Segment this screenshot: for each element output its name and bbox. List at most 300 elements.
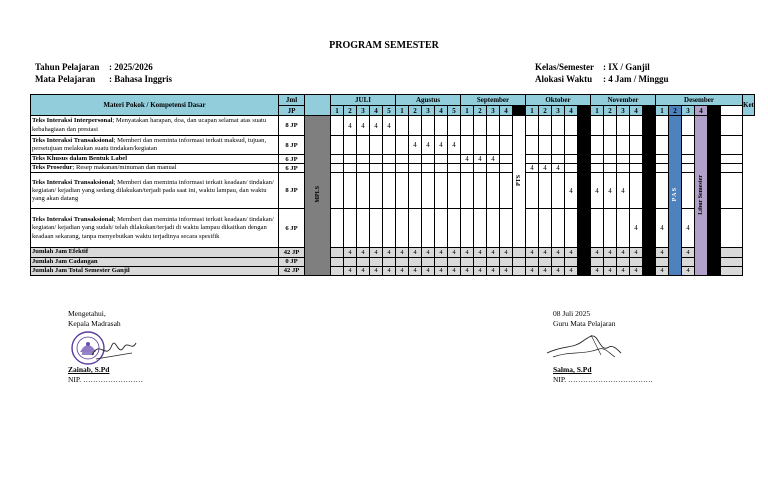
- week-number: 4: [630, 106, 643, 116]
- month-header-3: September: [461, 95, 526, 106]
- materi-cell: [31, 136, 279, 155]
- info-year-label: Tahun Pelajaran: [35, 62, 100, 72]
- total-week-cell: [331, 257, 344, 266]
- col-header-jml: Jml: [279, 95, 305, 106]
- total-week-cell: [656, 257, 669, 266]
- total-week-cell: [344, 257, 357, 266]
- total-week-cell: [552, 257, 565, 266]
- vertical-label: P A S: [672, 187, 678, 202]
- materi-cell: [31, 116, 279, 136]
- week-cell: [682, 164, 695, 173]
- week-cell: [461, 116, 474, 136]
- week-cell: 4: [409, 136, 422, 155]
- col-header-jp: JP: [279, 106, 305, 116]
- week-cell: [539, 116, 552, 136]
- ket-cell: [721, 266, 743, 275]
- table-row: [31, 116, 755, 136]
- week-cell: [435, 164, 448, 173]
- week-number: 5: [383, 106, 396, 116]
- week-cell: [591, 209, 604, 248]
- week-break: [578, 106, 591, 116]
- total-week-cell: 4: [591, 266, 604, 275]
- week-number: 3: [617, 106, 630, 116]
- week-cell: [591, 116, 604, 136]
- week-cell: 4: [422, 136, 435, 155]
- libur-cell: [695, 116, 708, 276]
- info-time: [535, 73, 669, 85]
- week-cell: [617, 155, 630, 164]
- week-number: 4: [695, 106, 708, 116]
- week-cell: [370, 164, 383, 173]
- total-week-cell: 4: [357, 266, 370, 275]
- week-cell: [448, 209, 461, 248]
- week-cell: [487, 116, 500, 136]
- week-cell: [591, 155, 604, 164]
- sign-right-line1: 08 Juli 2025: [553, 309, 591, 318]
- total-week-cell: [526, 257, 539, 266]
- week-cell: [331, 173, 344, 209]
- week-number: 4: [435, 106, 448, 116]
- week-cell: [396, 116, 409, 136]
- week-cell: [500, 164, 513, 173]
- week-cell: 4: [370, 116, 383, 136]
- week-cell: [370, 136, 383, 155]
- week-cell: [682, 173, 695, 209]
- total-week-cell: [513, 266, 526, 275]
- week-cell: [539, 136, 552, 155]
- total-week-cell: 4: [474, 248, 487, 257]
- info-right: [535, 61, 669, 85]
- jp-cell: 6 JP: [279, 164, 305, 173]
- week-cell: [461, 164, 474, 173]
- week-cell: [409, 116, 422, 136]
- week-cell: [357, 136, 370, 155]
- week-cell: [422, 116, 435, 136]
- week-cell: [487, 164, 500, 173]
- week-cell: [461, 136, 474, 155]
- total-week-cell: 4: [435, 248, 448, 257]
- week-cell: [422, 173, 435, 209]
- sign-left-line2: Kepala Madrasah: [68, 319, 121, 328]
- total-week-cell: 4: [383, 248, 396, 257]
- week-cell: [370, 173, 383, 209]
- week-cell: [526, 173, 539, 209]
- week-cell: [448, 116, 461, 136]
- week-cell: [344, 164, 357, 173]
- week-number: 3: [422, 106, 435, 116]
- total-week-cell: [409, 257, 422, 266]
- week-cell: [474, 209, 487, 248]
- info-left: [35, 61, 172, 85]
- week-cell: [370, 155, 383, 164]
- week-cell: [383, 209, 396, 248]
- week-cell: 4: [474, 155, 487, 164]
- total-week-cell: [682, 257, 695, 266]
- pts-cell: [513, 116, 526, 248]
- week-cell: [487, 209, 500, 248]
- week-cell: [500, 116, 513, 136]
- week-cell: [357, 209, 370, 248]
- total-week-cell: 4: [461, 266, 474, 275]
- week-number: 3: [357, 106, 370, 116]
- week-cell: [682, 155, 695, 164]
- materi-desc: ; Menyatakan harapan, doa, dan ucapan selamat atas suatu kebahagiaan dan prestasi: [32, 117, 267, 133]
- total-week-cell: 4: [422, 248, 435, 257]
- materi-title: Teks Interaksi Transaksional: [32, 216, 114, 224]
- week-cell: 4: [656, 209, 669, 248]
- col-header-materi: Materi Pokok / Kompetensi Dasar: [31, 95, 279, 116]
- info-year-value: : 2025/2026: [109, 62, 153, 72]
- ket-cell: [721, 155, 743, 164]
- week-cell: [357, 155, 370, 164]
- signature-left: [68, 309, 143, 385]
- week-cell: [344, 136, 357, 155]
- week-cell: [435, 209, 448, 248]
- total-week-cell: 4: [500, 266, 513, 275]
- week-cell: [396, 209, 409, 248]
- week-cell: [656, 164, 669, 173]
- info-subject-value: : Bahasa Inggris: [109, 74, 173, 84]
- materi-cell: [31, 155, 279, 164]
- week-cell: [448, 173, 461, 209]
- week-cell: [630, 164, 643, 173]
- info-class-value: : IX / Ganjil: [603, 62, 650, 72]
- week-cell: [409, 155, 422, 164]
- week-cell: 4: [383, 116, 396, 136]
- sign-left-nip: NIP. ……………………: [68, 375, 144, 384]
- week-number: 3: [682, 106, 695, 116]
- total-week-cell: 4: [383, 266, 396, 275]
- total-week-cell: 4: [344, 248, 357, 257]
- week-number: 1: [461, 106, 474, 116]
- week-break: [513, 106, 526, 116]
- week-cell: [630, 173, 643, 209]
- week-cell: [435, 155, 448, 164]
- total-week-cell: 4: [435, 266, 448, 275]
- week-cell: 4: [487, 155, 500, 164]
- week-cell: [396, 155, 409, 164]
- week-cell: [357, 164, 370, 173]
- jp-cell: 8 JP: [279, 173, 305, 209]
- week-cell: 4: [617, 173, 630, 209]
- week-number: 1: [331, 106, 344, 116]
- week-cell: [448, 164, 461, 173]
- total-week-cell: 4: [617, 248, 630, 257]
- total-week-cell: [357, 257, 370, 266]
- week-cell: [617, 116, 630, 136]
- materi-cell: [31, 209, 279, 248]
- total-week-cell: [487, 257, 500, 266]
- col-header-ket: Ket: [743, 95, 755, 116]
- break-cell: [578, 116, 591, 276]
- week-cell: [435, 173, 448, 209]
- total-label: Jumlah Jam Efektif: [31, 248, 279, 257]
- signature-right: [553, 309, 652, 385]
- week-cell: [500, 136, 513, 155]
- week-cell: 4: [591, 173, 604, 209]
- week-cell: 4: [539, 164, 552, 173]
- pas-cell: [669, 116, 682, 276]
- week-cell: [604, 209, 617, 248]
- total-week-cell: 4: [370, 248, 383, 257]
- materi-desc: ; Memberi dan meminta informasi terkait keadaan/ tindakan/ kegiatan/ kejadian yang sudah/ telah dilakukan/terjadi di waktu lampau dikaitkan dengan keadaan sekarang, tanpa menyebutkan waktu terjadinya secara spesifik: [32, 216, 274, 240]
- ket-cell: [721, 209, 743, 248]
- week-cell: [526, 209, 539, 248]
- total-week-cell: 4: [474, 266, 487, 275]
- week-cell: [552, 173, 565, 209]
- ket-cell: [721, 136, 743, 155]
- week-cell: 4: [552, 164, 565, 173]
- week-number: 2: [344, 106, 357, 116]
- jp-cell: 8 JP: [279, 116, 305, 136]
- week-cell: 4: [344, 116, 357, 136]
- total-week-cell: 4: [682, 266, 695, 275]
- materi-cell: [31, 164, 279, 173]
- total-week-cell: [565, 257, 578, 266]
- total-jp: 0 JP: [279, 257, 305, 266]
- week-cell: [617, 209, 630, 248]
- total-week-cell: 4: [591, 248, 604, 257]
- total-week-cell: 4: [656, 248, 669, 257]
- total-week-cell: 4: [552, 248, 565, 257]
- month-header-5: November: [591, 95, 656, 106]
- info-subject: [35, 73, 172, 85]
- week-cell: [487, 173, 500, 209]
- total-week-cell: 4: [604, 266, 617, 275]
- week-cell: [656, 116, 669, 136]
- week-break: [708, 106, 721, 116]
- week-cell: 4: [565, 173, 578, 209]
- break-cell: [708, 116, 721, 276]
- week-number: 2: [474, 106, 487, 116]
- week-number: 5: [448, 106, 461, 116]
- week-cell: [448, 155, 461, 164]
- week-cell: [409, 209, 422, 248]
- total-week-cell: [435, 257, 448, 266]
- materi-title: Teks Interaksi Interpersonal: [32, 117, 113, 125]
- week-cell: 4: [357, 116, 370, 136]
- week-cell: 4: [435, 136, 448, 155]
- vertical-label: PTS: [516, 175, 522, 187]
- total-week-cell: 4: [630, 248, 643, 257]
- jp-cell: 8 JP: [279, 136, 305, 155]
- week-cell: [461, 173, 474, 209]
- materi-title: Teks Interaksi Transaksional: [32, 178, 114, 186]
- week-cell: [461, 209, 474, 248]
- total-week-cell: 4: [526, 266, 539, 275]
- info-class-label: Kelas/Semester: [535, 62, 594, 72]
- total-week-cell: 4: [539, 266, 552, 275]
- total-week-cell: [513, 248, 526, 257]
- week-cell: [604, 136, 617, 155]
- materi-cell: [31, 173, 279, 209]
- week-number: 1: [591, 106, 604, 116]
- week-cell: [344, 155, 357, 164]
- total-week-cell: [461, 257, 474, 266]
- total-week-cell: 4: [565, 248, 578, 257]
- sign-left-line1: Mengetahui,: [68, 309, 106, 318]
- week-cell: [656, 155, 669, 164]
- total-week-cell: 4: [604, 248, 617, 257]
- week-cell: [474, 173, 487, 209]
- week-cell: [331, 209, 344, 248]
- week-cell: [383, 136, 396, 155]
- sign-right-line2: Guru Mata Pelajaran: [553, 319, 616, 328]
- week-cell: [565, 136, 578, 155]
- week-cell: [565, 116, 578, 136]
- week-cell: [422, 209, 435, 248]
- total-week-cell: 4: [500, 248, 513, 257]
- month-header-6: Desember: [656, 95, 743, 106]
- week-cell: [331, 164, 344, 173]
- week-cell: [383, 164, 396, 173]
- week-cell: [331, 136, 344, 155]
- week-cell: [630, 116, 643, 136]
- total-jp: 42 JP: [279, 248, 305, 257]
- total-week-cell: 4: [617, 266, 630, 275]
- total-week-cell: 4: [344, 266, 357, 275]
- week-cell: [474, 136, 487, 155]
- total-week-cell: [474, 257, 487, 266]
- week-number: 2: [669, 106, 682, 116]
- week-cell: 4: [604, 173, 617, 209]
- week-number: 2: [604, 106, 617, 116]
- info-class: [535, 61, 669, 73]
- week-cell: [604, 164, 617, 173]
- week-cell: [331, 155, 344, 164]
- week-cell: [539, 155, 552, 164]
- week-cell: [656, 136, 669, 155]
- total-week-cell: [448, 257, 461, 266]
- vertical-label: Libur Semester: [698, 174, 704, 215]
- total-week-cell: 4: [526, 248, 539, 257]
- week-number: 4: [370, 106, 383, 116]
- semester-program-table: [30, 94, 755, 276]
- total-week-cell: 4: [630, 266, 643, 275]
- total-week-cell: 4: [552, 266, 565, 275]
- total-week-cell: 4: [487, 248, 500, 257]
- info-year: [35, 61, 172, 73]
- week-number: 1: [656, 106, 669, 116]
- week-cell: [630, 155, 643, 164]
- materi-title: Teks Prosedur: [32, 164, 73, 172]
- materi-desc: ; Resep makanan/minuman dan manual: [72, 164, 177, 172]
- week-cell: [344, 209, 357, 248]
- ket-cell: [721, 248, 743, 257]
- week-cell: [526, 155, 539, 164]
- jp-cell: 6 JP: [279, 155, 305, 164]
- total-week-cell: [331, 248, 344, 257]
- total-week-cell: 4: [487, 266, 500, 275]
- total-week-cell: 4: [396, 248, 409, 257]
- week-cell: [357, 173, 370, 209]
- total-week-cell: [383, 257, 396, 266]
- week-cell: 4: [461, 155, 474, 164]
- info-time-label: Alokasi Waktu: [535, 74, 593, 84]
- total-label: Jumlah Jam Total Semester Ganjil: [31, 266, 279, 275]
- week-cell: [474, 116, 487, 136]
- week-cell: 4: [630, 209, 643, 248]
- total-week-cell: 4: [357, 248, 370, 257]
- week-cell: [474, 164, 487, 173]
- week-cell: [500, 155, 513, 164]
- total-week-cell: 4: [448, 248, 461, 257]
- week-number: 3: [487, 106, 500, 116]
- week-cell: [682, 136, 695, 155]
- total-week-cell: 4: [409, 248, 422, 257]
- month-header-1: JULI: [331, 95, 396, 106]
- page-title: PROGRAM SEMESTER: [329, 40, 439, 51]
- total-week-cell: [500, 257, 513, 266]
- week-number: 2: [409, 106, 422, 116]
- ket-cell: [721, 116, 743, 136]
- week-number: 1: [526, 106, 539, 116]
- week-cell: [539, 173, 552, 209]
- total-week-cell: 4: [461, 248, 474, 257]
- week-cell: [526, 116, 539, 136]
- total-week-cell: [604, 257, 617, 266]
- ket-cell: [721, 257, 743, 266]
- materi-desc: ; Memberi dan meminta informasi terkait keadaan/ tindakan/ kegiatan/ kejadian yang sedang dilakukan/terjadi pada saat ini, waktu lampau, dan waktu yang akan datang: [32, 178, 274, 202]
- week-number: 3: [552, 106, 565, 116]
- materi-title: Teks Khusus dalam Bentuk Label: [32, 155, 128, 162]
- week-cell: [552, 116, 565, 136]
- signature-left-icon: [88, 333, 138, 363]
- total-week-cell: [422, 257, 435, 266]
- week-number: 4: [500, 106, 513, 116]
- week-cell: [487, 136, 500, 155]
- week-cell: [383, 173, 396, 209]
- break-cell: [643, 116, 656, 276]
- total-week-cell: 4: [682, 248, 695, 257]
- week-cell: [565, 155, 578, 164]
- month-header-4: Oktober: [526, 95, 591, 106]
- materi-desc: ; Memberi dan meminta informasi terkait maksud, tujuan, persetujuan melakukan suatu tindakan/kegiatan: [32, 136, 267, 152]
- mpls-cell: [305, 116, 331, 276]
- week-cell: [500, 173, 513, 209]
- week-cell: [656, 173, 669, 209]
- week-cell: [565, 164, 578, 173]
- total-week-cell: [331, 266, 344, 275]
- week-cell: [539, 209, 552, 248]
- week-cell: [604, 155, 617, 164]
- total-week-cell: [513, 257, 526, 266]
- total-jp: 42 JP: [279, 266, 305, 275]
- ket-cell: [721, 164, 743, 173]
- week-cell: [630, 136, 643, 155]
- sign-right-nip: NIP. …………………………….: [553, 375, 653, 384]
- week-cell: 4: [526, 164, 539, 173]
- week-cell: 4: [448, 136, 461, 155]
- week-cell: [422, 155, 435, 164]
- total-week-cell: [370, 257, 383, 266]
- week-number: 4: [565, 106, 578, 116]
- week-cell: [552, 136, 565, 155]
- sign-left-name: Zainab, S.Pd: [68, 365, 110, 374]
- week-cell: [396, 136, 409, 155]
- total-week-cell: 4: [396, 266, 409, 275]
- week-cell: [409, 173, 422, 209]
- week-cell: [370, 209, 383, 248]
- total-week-cell: [630, 257, 643, 266]
- info-subject-label: Mata Pelajaran: [35, 74, 96, 84]
- week-cell: [682, 116, 695, 136]
- week-cell: [526, 136, 539, 155]
- week-cell: [565, 209, 578, 248]
- total-week-cell: [591, 257, 604, 266]
- week-cell: [591, 136, 604, 155]
- total-week-cell: [539, 257, 552, 266]
